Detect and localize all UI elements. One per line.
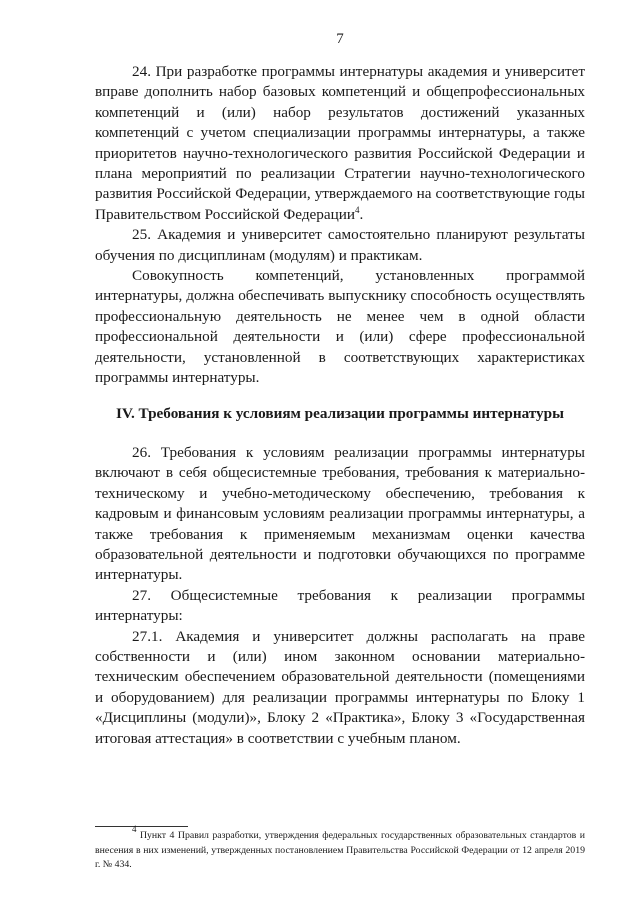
footnote xyxy=(95,824,585,873)
paragraph-25-continuation: Совокупность компетенций, установленных программой интернатуры, должна обеспечивать выпускнику способность осуществлять профессиональную деятельность не менее чем в одной области профессиональной деятельности и (или) сфере профессиональной деятельности, установленной в соответствующих характеристиках программы интернатуры. xyxy=(95,267,585,387)
page-number: 7 xyxy=(336,31,344,47)
paragraph-25: 25. Академия и университет самостоятельно планируют результаты обучения по дисциплинам (модулям) и практикам. xyxy=(95,226,585,264)
footnote-text: Пункт 4 Правил разработки, утверждения федеральных государственных образовательных стандартов и внесения в них изменений, утвержденных постановлением Правительства Российской Федерации от 12 апреля 2019 г. № 434. xyxy=(95,830,585,870)
footnote-reference: 4 xyxy=(355,204,360,215)
footnote-marker: 4 xyxy=(132,824,137,834)
paragraph-26: 26. Требования к условиям реализации программы интернатуры включают в себя общесистемные требования, требования к материально-техническому и учебно-методическому обеспечению, требования к кадровым и финансовым условиям реализации программы интернатуры, а также требования к применяемым механизмам оценки качества образовательной деятельности и подготовки обучающихся по программе интернатуры. xyxy=(95,444,585,584)
section-heading: IV. Требования к условиям реализации программы интернатуры xyxy=(116,405,564,422)
paragraph-24: 24. При разработке программы интернатуры академия и университет вправе дополнить набор базовых компетенций и общепрофессиональных компетенций и (или) набор результатов достижений указанных компетенций с учетом специализации программы интернатуры, а также приоритетов научно-технологического развития Российской Федерации и плана мероприятий по реализации Стратегии научно-технологического развития Российской Федерации, утверждаемого на соответствующие годы Правительством Российской Федерации$^4$. xyxy=(95,63,585,223)
paragraph-27: 27. Общесистемные требования к реализации программы интернатуры: xyxy=(95,586,585,625)
section-a-body xyxy=(95,62,585,389)
paragraph-27-1: 27.1. Академия и университет должны располагать на праве собственности и (или) ином законном основании материально-техническим обеспечением образовательной деятельности (помещениями и оборудованием) для реализации программы интернатуры по Блоку 1 «Дисциплины (модули)», Блоку 2 «Практика», Блоку 3 «Государственная итоговая аттестация» в соответствии с учебным планом. xyxy=(95,627,585,747)
section-b-body xyxy=(95,443,585,749)
footnote-divider xyxy=(95,826,188,827)
